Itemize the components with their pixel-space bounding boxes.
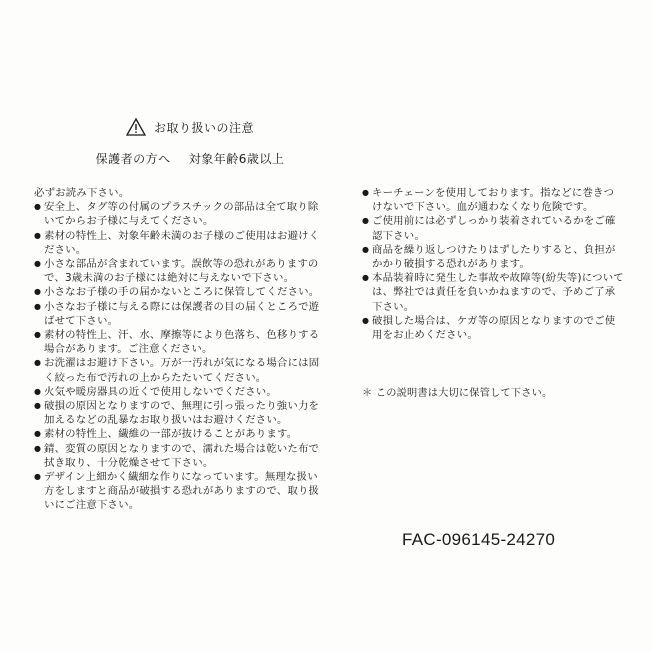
list-item: ● 素材の特性上、汗、水、摩擦等により色落ち、色移りする場合があります。ご注意ください。 (34, 328, 324, 356)
audience-label: 保護者の方へ (95, 152, 171, 166)
left-caution-list (34, 200, 324, 512)
list-item: ● 小さな部品が含まれています。誤飲等の恐れがありますので、3歳未満のお子様には絶対に与えないで下さい。 (34, 257, 324, 285)
caution-header (60, 118, 320, 167)
list-item: ● 小さなお子様に与える際には保護者の目の届くところで遊ばせて下さい。 (34, 300, 324, 328)
list-item: ● 錆、変質の原因となりますので、濡れた場合は乾いた布で拭き取り、十分乾燥させて下さい。 (34, 442, 324, 470)
warning-triangle-icon (126, 118, 146, 136)
intro-text: 必ずお読み下さい。 (34, 187, 130, 199)
left-column (34, 186, 324, 513)
list-item: ● 小さなお子様の手の届かないところに保管してください。 (34, 285, 324, 299)
list-item: ● 商品を繰り返しつけたりはずしたりすると、負担がかかり破損する恐れがあります。 (362, 243, 624, 271)
list-item: ● お洗濯はお避け下さい。万が一汚れが気になる場合には固く絞った布で汚れの上からたたいてください。 (34, 356, 324, 384)
caution-title: お取り扱いの注意 (153, 120, 254, 135)
list-item: ● キーチェーンを使用しております。指などに巻きつけないで下さい。血が通わなくなり危険です。 (362, 186, 624, 214)
list-item: ● 破損の原因となりますので、無理に引っ張ったり強い力を加えるなどの乱暴なお取り扱いはお避けください。 (34, 399, 324, 427)
keep-note: ＊ この説明書は大切に保管して下さい。 (362, 388, 553, 399)
right-column (362, 186, 624, 342)
list-item: ● 素材の特性上、繊維の一部が抜けることがあります。 (34, 427, 324, 441)
product-code: FAC-096145-24270 (402, 530, 556, 549)
right-caution-list (362, 186, 624, 342)
age-label: 対象年齢6歳以上 (188, 152, 285, 166)
list-item: ● 本品装着時に発生した事故や故障等(紛失等)については、弊社では責任を負いかねますので、予めご了承下さい。 (362, 271, 624, 314)
list-item: ● デザイン上細かく繊細な作りになっています。無理な扱い方をしますと商品が破損する恐れがありますので、取り扱いにご注意下さい。 (34, 470, 324, 513)
title-row (60, 118, 320, 136)
list-item: ● 素材の特性上、対象年齢未満のお子様のご使用はお避けください。 (34, 229, 324, 257)
list-item: ● 火気や暖房器具の近くで使用しないでください。 (34, 385, 324, 399)
list-item: ● 破損した場合は、ケガ等の原因となりますのでご使用をお止めください。 (362, 314, 624, 342)
audience-line (60, 150, 320, 167)
list-item: ● ご使用前には必ずしっかり装着されているかをご確認下さい。 (362, 214, 624, 242)
list-item: ● 安全上、タグ等の付属のプラスチックの部品は全て取り除いてからお子様に与えてください。 (34, 200, 324, 228)
